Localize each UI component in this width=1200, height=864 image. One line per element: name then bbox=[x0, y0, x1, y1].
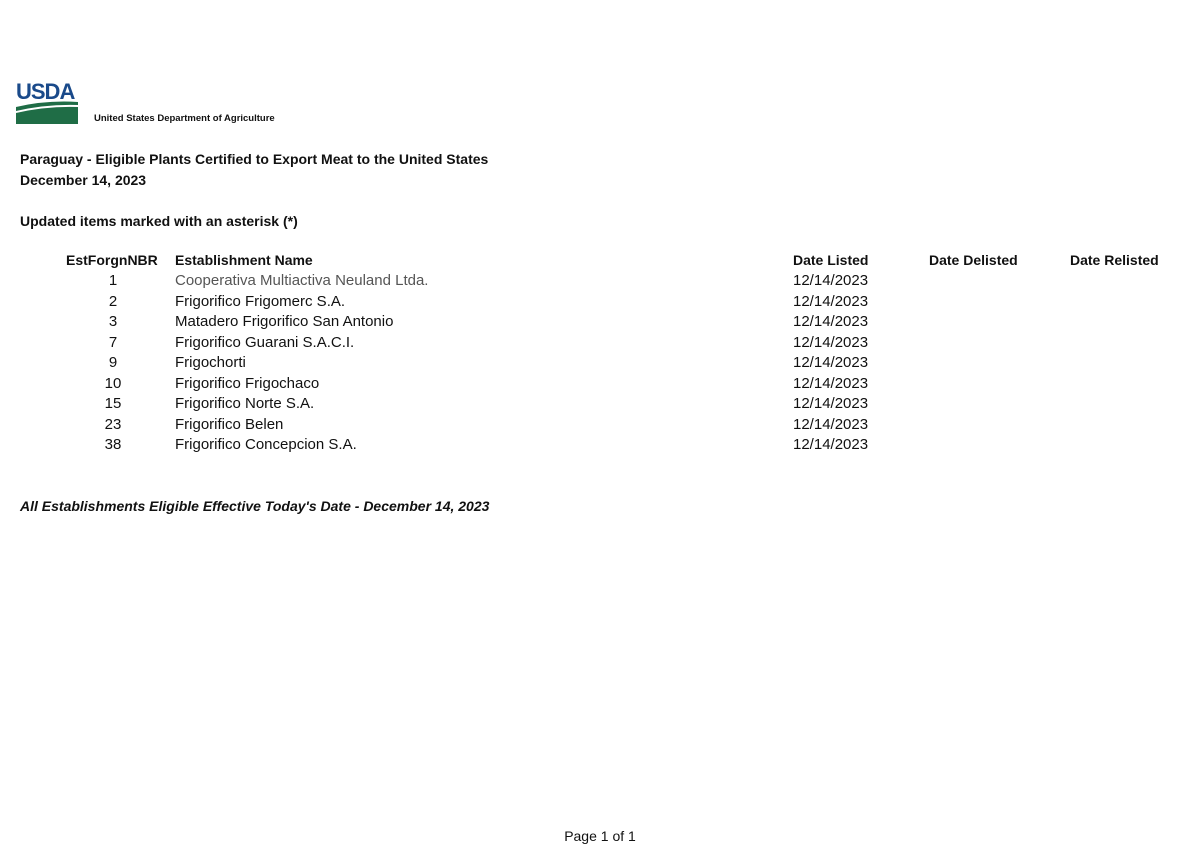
row-establishment-name: Matadero Frigorifico San Antonio bbox=[175, 313, 394, 330]
row-date-listed: 12/14/2023 bbox=[793, 395, 869, 412]
row-date-listed: 12/14/2023 bbox=[793, 313, 869, 330]
row-nbr: 9 bbox=[108, 354, 118, 371]
row-nbr: 1 bbox=[108, 272, 118, 289]
row-establishment-name: Frigochorti bbox=[175, 354, 246, 371]
row-establishment-name: Frigorifico Frigomerc S.A. bbox=[175, 293, 346, 310]
table-row bbox=[0, 354, 1200, 374]
row-nbr: 2 bbox=[108, 293, 118, 310]
row-nbr: 23 bbox=[104, 416, 122, 433]
table-row bbox=[0, 416, 1200, 436]
table-row bbox=[0, 375, 1200, 395]
row-date-listed: 12/14/2023 bbox=[793, 436, 869, 453]
table-row bbox=[0, 313, 1200, 333]
row-date-listed: 12/14/2023 bbox=[793, 375, 869, 392]
row-establishment-name: Frigorifico Frigochaco bbox=[175, 375, 320, 392]
row-nbr: 3 bbox=[108, 313, 118, 330]
eligibility-footnote: All Establishments Eligible Effective Today's Date - December 14, 2023 bbox=[20, 498, 490, 514]
table-row bbox=[0, 293, 1200, 313]
row-establishment-name: Cooperativa Multiactiva Neuland Ltda. bbox=[175, 272, 429, 289]
row-establishment-name: Frigorifico Norte S.A. bbox=[175, 395, 315, 412]
column-header-date-relisted: Date Relisted bbox=[1070, 252, 1159, 268]
usda-logo-text: USDA bbox=[16, 79, 75, 104]
row-establishment-name: Frigorifico Belen bbox=[175, 416, 284, 433]
column-header-name: Establishment Name bbox=[175, 252, 313, 268]
row-date-listed: 12/14/2023 bbox=[793, 416, 869, 433]
row-date-listed: 12/14/2023 bbox=[793, 334, 869, 351]
table-row bbox=[0, 272, 1200, 292]
page-number: Page 1 of 1 bbox=[564, 828, 636, 844]
agency-name: United States Department of Agriculture bbox=[94, 113, 275, 124]
row-nbr: 10 bbox=[104, 375, 122, 392]
table-row bbox=[0, 334, 1200, 354]
table-row bbox=[0, 436, 1200, 456]
row-establishment-name: Frigorifico Concepcion S.A. bbox=[175, 436, 357, 453]
column-header-date-delisted: Date Delisted bbox=[929, 252, 1018, 268]
row-establishment-name: Frigorifico Guarani S.A.C.I. bbox=[175, 334, 355, 351]
row-date-listed: 12/14/2023 bbox=[793, 272, 869, 289]
column-header-nbr: EstForgnNBR bbox=[66, 252, 158, 268]
row-nbr: 15 bbox=[104, 395, 122, 412]
column-header-date-listed: Date Listed bbox=[793, 252, 869, 268]
document-title: Paraguay - Eligible Plants Certified to Export Meat to the United States bbox=[20, 151, 489, 167]
usda-logo bbox=[16, 80, 316, 130]
document-date: December 14, 2023 bbox=[20, 172, 147, 188]
update-note: Updated items marked with an asterisk (*) bbox=[20, 213, 298, 229]
row-nbr: 38 bbox=[104, 436, 122, 453]
row-date-listed: 12/14/2023 bbox=[793, 293, 869, 310]
row-date-listed: 12/14/2023 bbox=[793, 354, 869, 371]
table-row bbox=[0, 395, 1200, 415]
row-nbr: 7 bbox=[108, 334, 118, 351]
